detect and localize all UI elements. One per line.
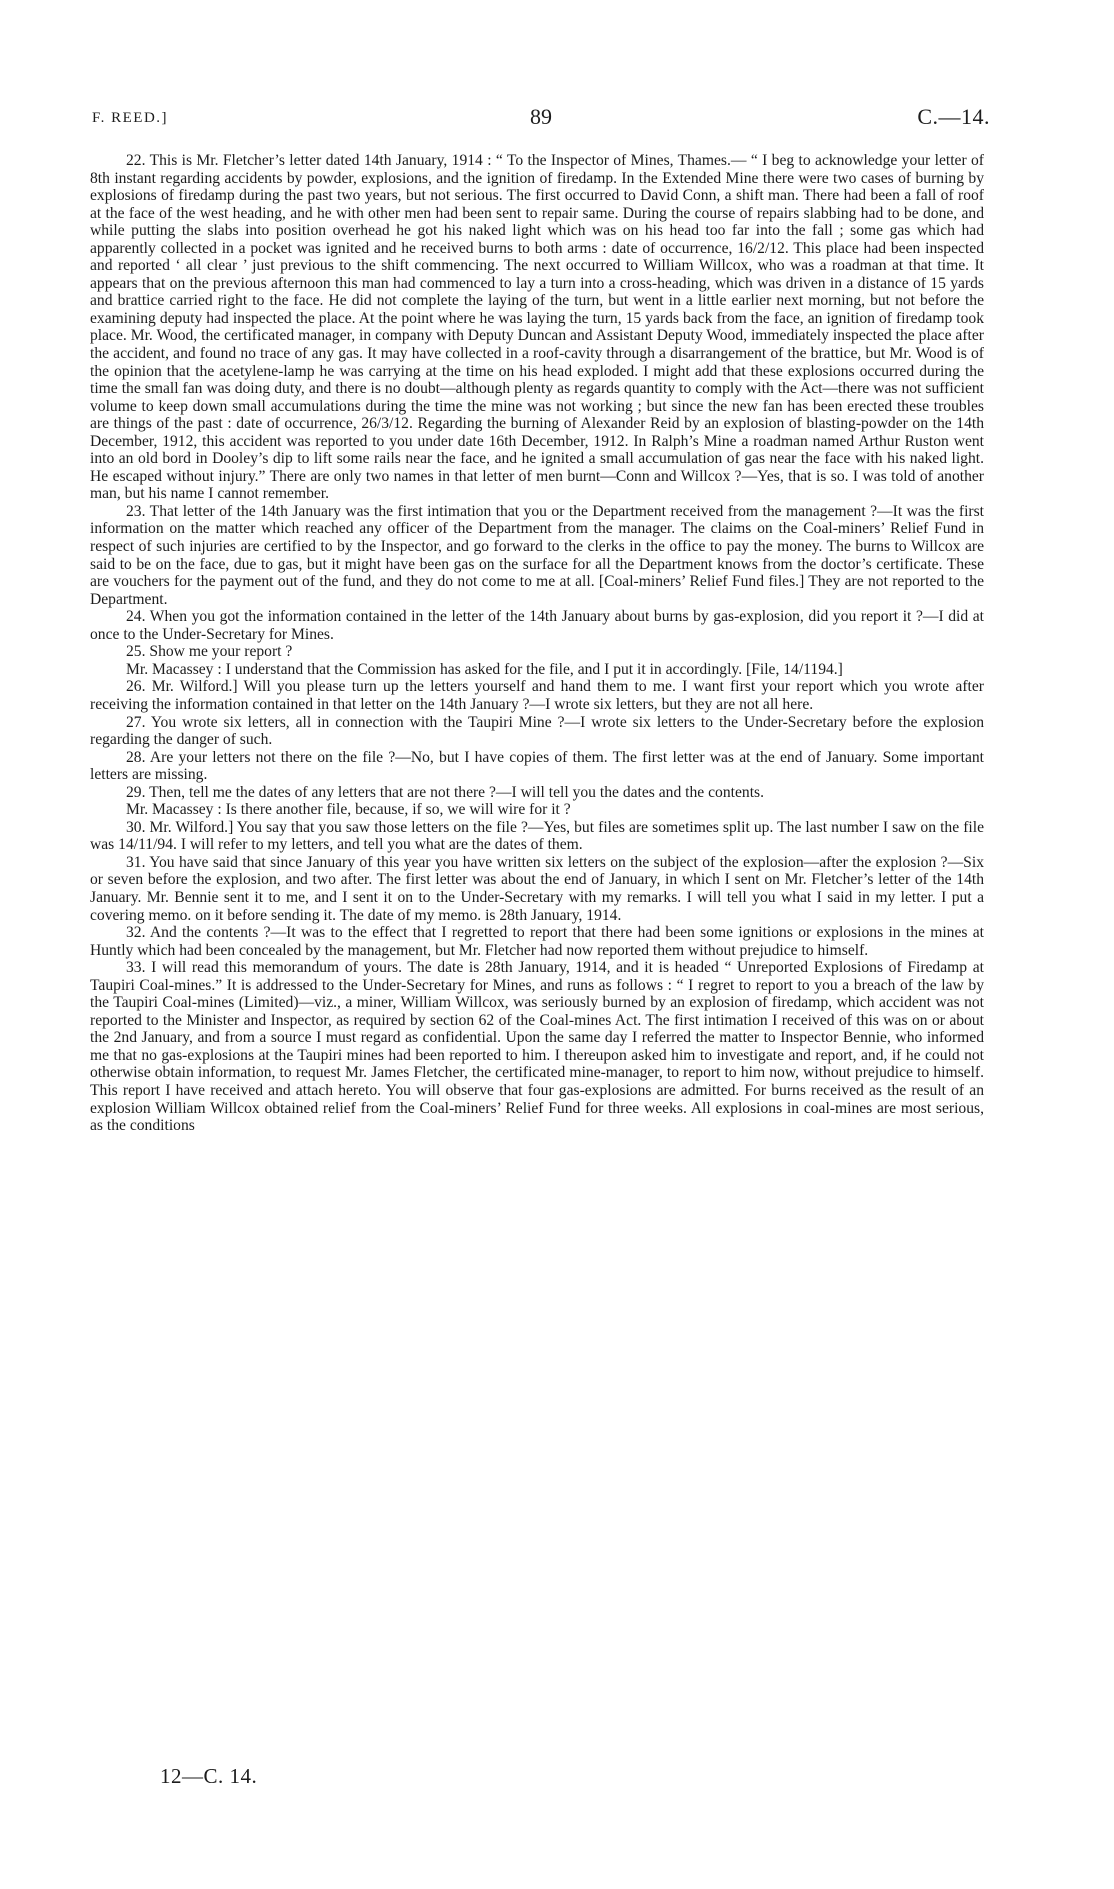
paragraph-30: 30. Mr. Wilford.] You say that you saw those letters on the file ?—Yes, but files are sometimes split up. The last number I saw on the file was 14/11/94. I will refer to my letters, and tell you what are the dates of them. (90, 818, 984, 854)
paragraph-31: 31. You have said that since January of this year you have written six letters on the subject of the explosion—after the explosion ?—Six or seven before the explosion, and two after. The first letter was about the end of January, in which I sent on Mr. Fletcher’s letter of the 14th January. Mr. Bennie sent it to me, and I sent it on to the Under-Secretary with my remarks. I will tell you what I said in my letter. I put a covering memo. on it before sending it. The date of my memo. is 28th January, 1914. (90, 853, 984, 924)
paragraph-33: 33. I will read this memorandum of yours. The date is 28th January, 1914, and it is headed “ Unreported Explosions of Firedamp at Taupiri Coal-mines.” It is addressed to the Under-Secretary for Mines, and runs as follows : “ I regret to report to you a breach of the law by the Taupiri Coal-mines (Limited)—viz., a miner, William Willcox, was seriously burned by an explosion of firedamp, which accident was not reported to the Minister and Inspector, as required by section 62 of the Coal-mines Act. The first intimation I received of this was on or about the 2nd January, and from a source I must regard as confidential. Upon the same day I referred the matter to Inspector Bennie, who informed me that no gas-explosions at the Taupiri mines had been reported to him. I thereupon asked him to investigate and report, and, if he could not otherwise obtain information, to request Mr. James Fletcher, the certificated mine-manager, to report to him now, without prejudice to himself. This report I have received and attach hereto. You will observe that four gas-explosions are admitted. For burns received as the result of an explosion William Willcox obtained relief from the Coal-miners’ Relief Fund for three weeks. All explosions in coal-mines are most serious, as the conditions (90, 959, 984, 1135)
paragraph-25: 25. Show me your report ? (126, 643, 293, 661)
page-header (92, 104, 990, 136)
paragraph-24: 24. When you got the information contained in the letter of the 14th January about burns by gas-explosion, did you report it ?—I did at once to the Under-Secretary for Mines. (90, 608, 984, 643)
paragraph-23: 23. That letter of the 14th January was the first intimation that you or the Department received from the management ?—It was the first information on the matter which reached any officer of the Department from the manager. The claims on the Coal-miners’ Relief Fund in respect of such injuries are certified to by the Inspector, and go forward to the clerks in the office to pay the money. The burns to Willcox are said to be on the face, due to gas, but it might have been gas on the surface for all the Department knows from the doctor’s certificate. These are vouchers for the payment out of the fund, and they do not come to me at all. [Coal-miners’ Relief Fund files.] They are not reported to the Department. (90, 502, 984, 608)
paragraph-26: 26. Mr. Wilford.] Will you please turn up the letters yourself and hand them to me. I want first your report which you wrote after receiving the information contained in that letter on the 14th January ?—I wrote six letters, but they are not all here. (90, 678, 984, 713)
page-number: 89 (530, 104, 552, 129)
signature-mark: 12—C. 14. (160, 1764, 258, 1788)
paragraph-macassey-2: Mr. Macassey : Is there another file, because, if so, we will wire for it ? (126, 801, 571, 819)
paragraph-32: 32. And the contents ?—It was to the effect that I regretted to report that there had been some ignitions or explosions in the mines at Huntly which had been concealed by the management, but Mr. Fletcher had now reported them without prejudice to himself. (90, 924, 984, 959)
witness-name-header: F. REED.] (92, 110, 169, 126)
paragraph-macassey-1: Mr. Macassey : I understand that the Commission has asked for the file, and I put it in accordingly. [File, 14/1194.] (126, 660, 843, 678)
paragraph-28: 28. Are your letters not there on the file ?—No, but I have copies of them. The first letter was at the end of January. Some important letters are missing. (90, 748, 984, 784)
paragraph-29: 29. Then, tell me the dates of any letters that are not there ?—I will tell you the dates and the contents. (126, 783, 764, 801)
paragraph-27: 27. You wrote six letters, all in connection with the Taupiri Mine ?—I wrote six letters to the Under-Secretary before the explosion regarding the danger of such. (90, 713, 984, 749)
paragraph-22: 22. This is Mr. Fletcher’s letter dated 14th January, 1914 : “ To the Inspector of Mines, Thames.— “ I beg to acknowledge your letter of 8th instant regarding accidents by powder, explosions, and the ignition of firedamp. In the Extended Mine there were two cases of burning by explosions of firedamp during the past two years, but not serious. The first occurred to David Conn, a shift man. There had been a fall of roof at the face of the west heading, and he with other men had been sent to repair same. During the course of repairs slabbing had to be done, and while putting the slabs into position overhead he got his naked light which was on his head too far into the fall ; some gas which had apparently collected in a pocket was ignited and he received burns to both arms : date of occurrence, 16/2/12. This place had been inspected and reported ‘ all clear ’ just previous to the shift commencing. The next occurred to William Willcox, who was a roadman at that time. It appears that on the previous afternoon this man had commenced to lay a turn into a cross-heading, which was driven in a distance of 15 yards and brattice carried right to the face. He did not complete the laying of the turn, but went in a little earlier next morning, but not before the examining deputy had inspected the place. At the point where he was laying the turn, 15 yards back from the face, an ignition of firedamp took place. Mr. Wood, the certificated manager, in company with Deputy Duncan and Assistant Deputy Wood, immediately inspected the place after the accident, and found no trace of any gas. It may have collected in a roof-cavity through a disarrangement of the brattice, but Mr. Wood is of the opinion that the acetylene-lamp he was carrying at the time on his head exploded. I might add that these explosions occurred during the time the small fan was doing duty, and there is no doubt—although plenty as regards quantity to comply with the Act—there was not sufficient volume to keep down small accumulations during the time the mine was not working ; but since the new fan has been erected these troubles are things of the past : date of occurrence, 26/3/12. Regarding the burning of Alexander Reid by an explosion of blasting-powder on the 14th December, 1912, this accident was reported to you under date 16th December, 1912. In Ralph’s Mine a roadman named Arthur Ruston went into an old bord in Dooley’s dip to lift some rails near the face, and he ignited a small accumulation of gas near the face with his naked light. He escaped without injury.” There are only two names in that letter of men burnt—Conn and Willcox ?—Yes, that is so. I was told of another man, but his name I cannot remember. (90, 152, 984, 503)
body-text (90, 152, 984, 1135)
document-reference: C.—14. (917, 104, 990, 129)
